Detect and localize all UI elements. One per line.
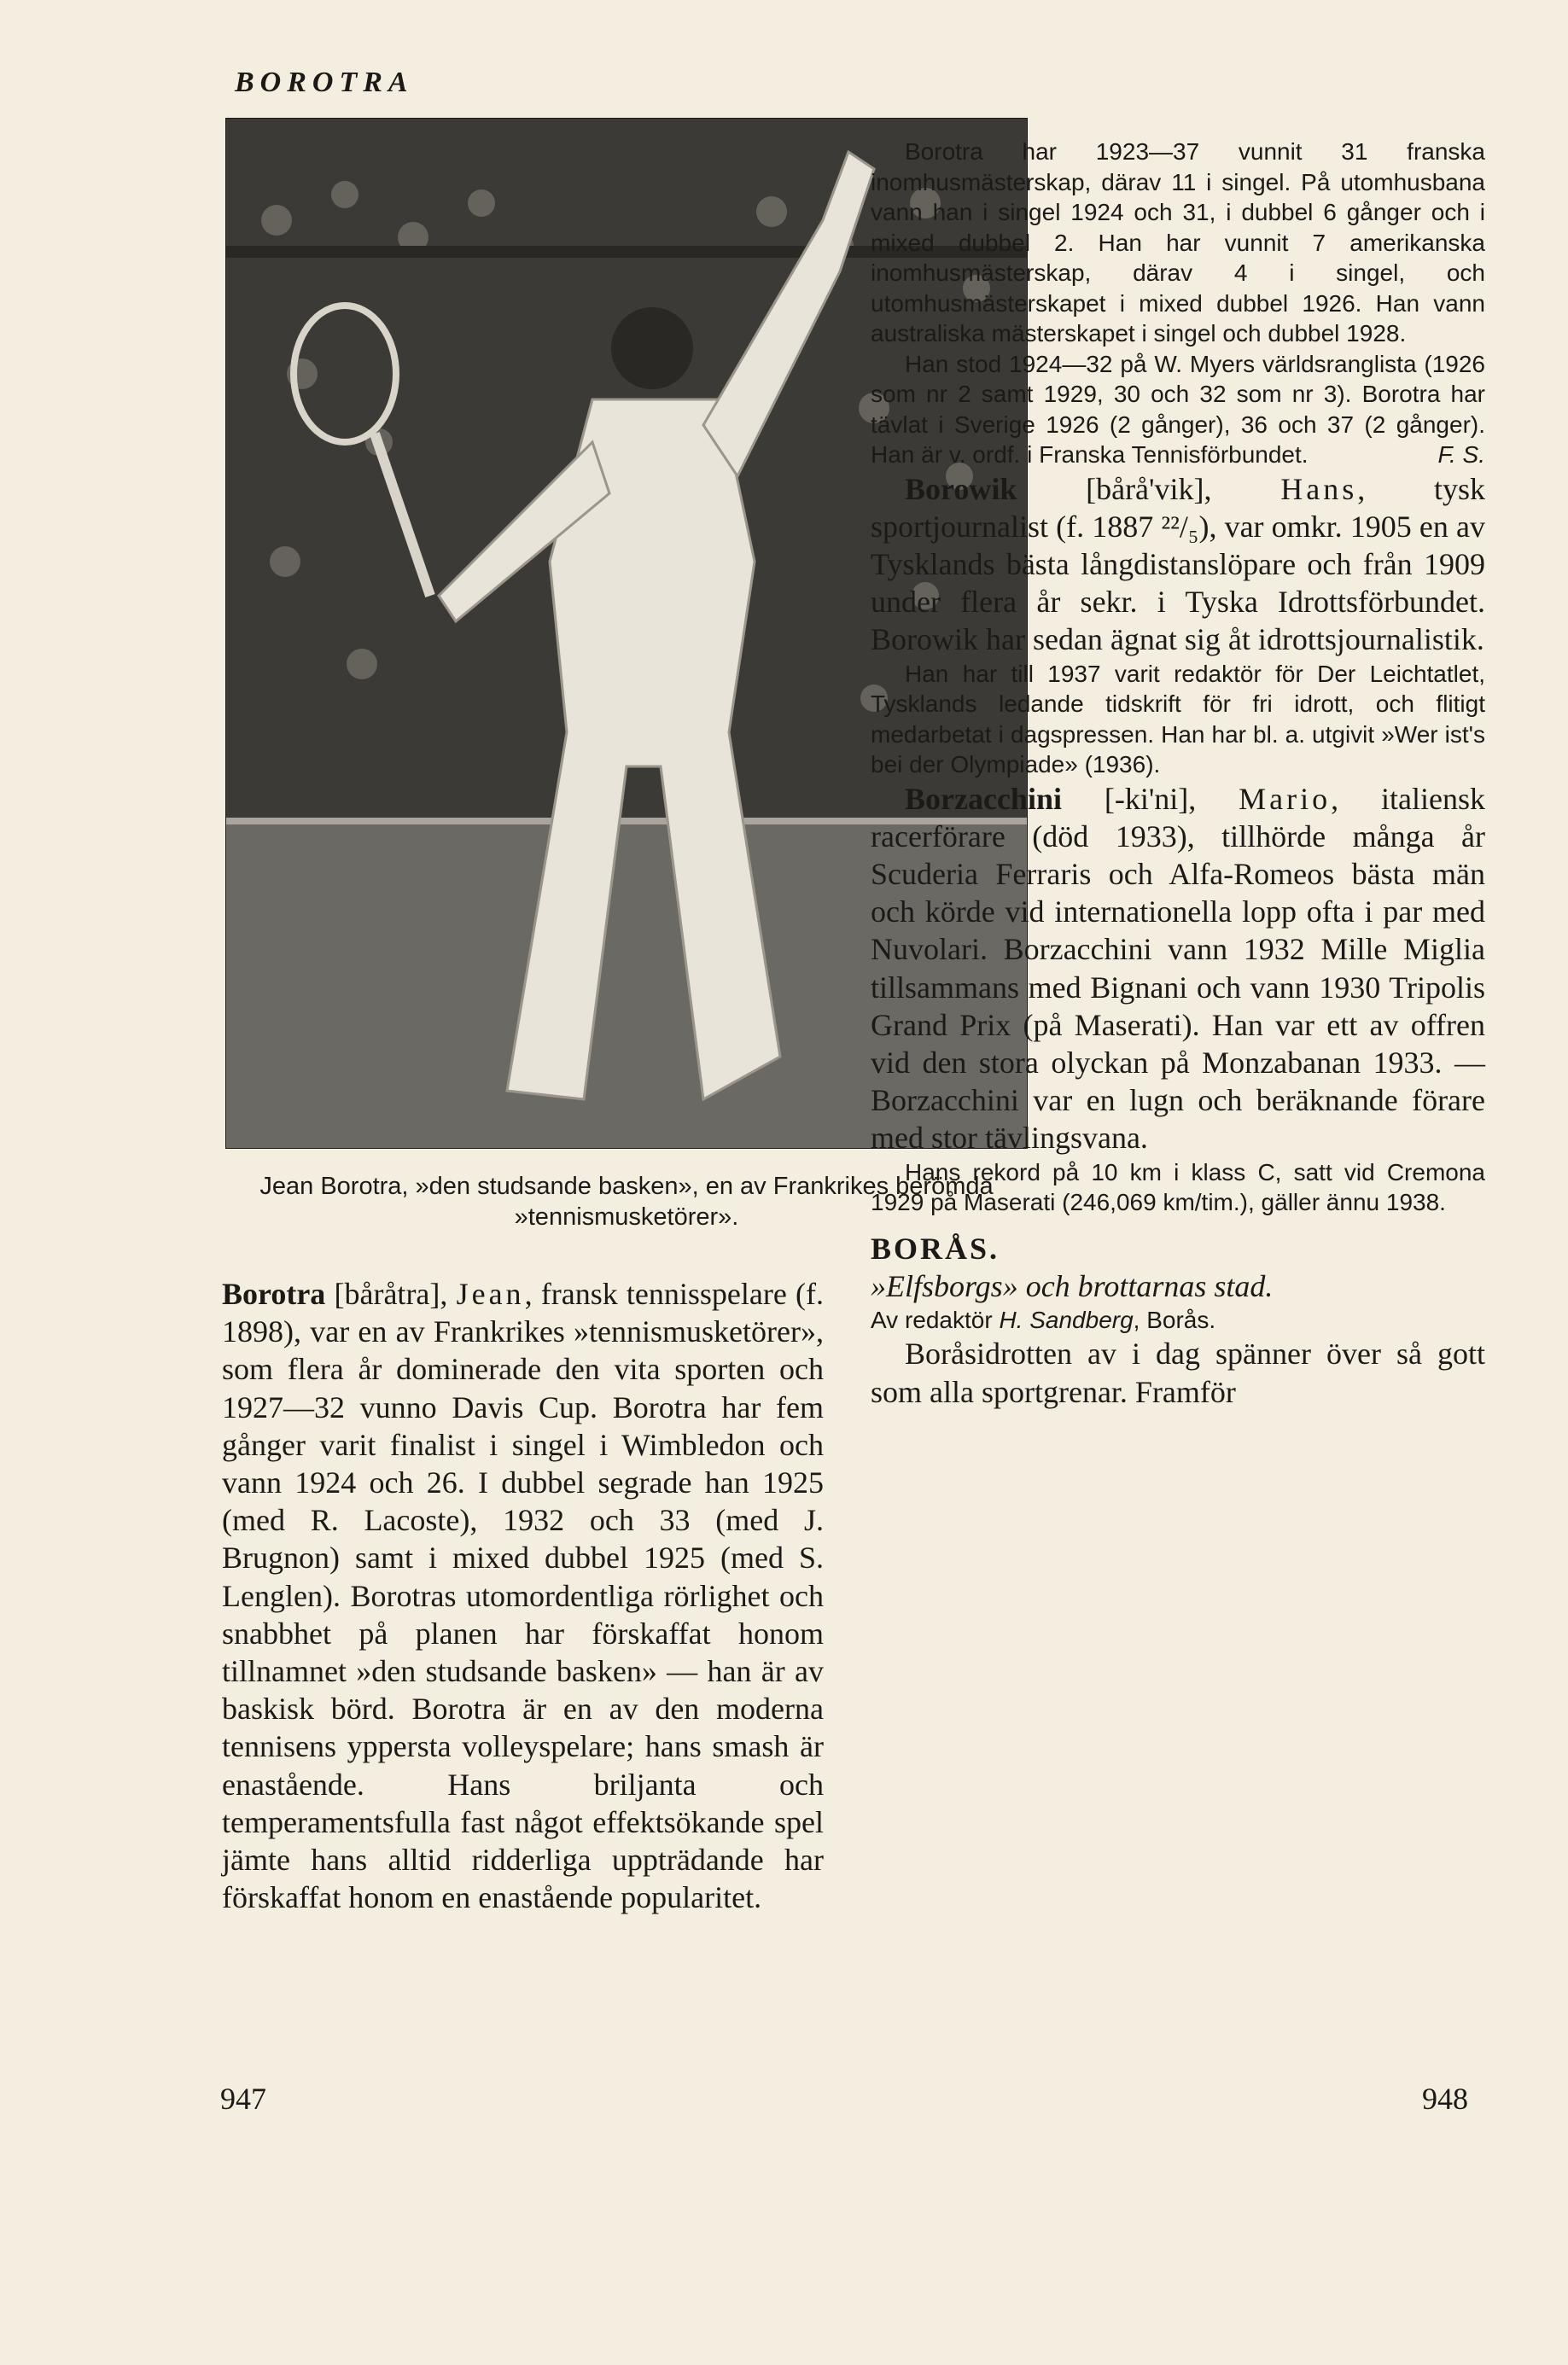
section-title-boras: BORÅS.: [871, 1231, 1000, 1266]
byline-prefix: Av redaktör: [871, 1306, 1000, 1333]
borotra-notes-2: [871, 349, 1485, 470]
byline-author: H. Sandberg: [999, 1306, 1134, 1333]
entry-borotra: [222, 1275, 824, 1916]
section-subtitle-boras: »Elfsborgs» och brottarnas stad.: [871, 1268, 1274, 1303]
entry-text-borotra: , fransk tennisspelare (f. 1898), var en av Frankrikes »tennismusketörer», som flera år dominerade den vita sporten och 1927—32 vunno Davis Cup. Borotra har fem gånger varit finalist i singel i Wimbledon och vann 1924 och 26. I dubbel segrade han 1925 (med R. Lacoste), 1932 och 33 (med J. Brugnon) samt i mixed dubbel 1925 (med S. Lenglen). Borotras utomordentliga rörlighet och snabbhet på planen har förskaffat honom tillnamnet »den studsande basken» — han är av baskisk börd. Borotra är en av den moderna tennisens yppersta volleyspelare; hans smash är enastående. Hans briljanta och temperamentsfulla fast något effektsökande spel jämte hans alltid ridderliga uppträdande har förskaffat honom en enastående popularitet.: [222, 1277, 825, 1915]
page-number-right: 948: [1422, 2082, 1468, 2116]
byline-suffix: , Borås.: [1133, 1306, 1216, 1333]
pronunciation-borotra: [båråtra],: [325, 1277, 457, 1311]
given-name-borzacchini: Mario: [1239, 781, 1332, 816]
borotra-notes-1: Borotra har 1923—37 vunnit 31 franska inomhusmästerskap, därav 11 i singel. På utomhusbana vann han i singel 1924 och 31, i dubbel 6 gånger och i mixed dubbel 2. Han har vunnit 7 amerikanska inomhusmästerskap, därav 4 i singel, och utomhusmästerskapet i mixed dubbel 1926. Han vann australiska mästerskapet i singel och dubbel 1928.: [871, 138, 1485, 347]
author-signature: F. S.: [1437, 441, 1485, 468]
borowik-notes: Han har till 1937 varit redaktör för Der Leichtatlet, Tysklands ledande tidskrift för fri idrott, och flitigt medarbetat i dagspressen. Han har bl. a. utgivit »Wer ist's bei der Olympiade» (1936).: [871, 660, 1485, 778]
headword-borowik: Borowik: [905, 471, 1017, 506]
borotra-notes-2-text: Han stod 1924—32 på W. Myers världsranglista (1926 som nr 2 samt 1929, 30 och 32 som nr 3). Borotra har tävlat i Sverige 1926 (2 gånger), 36 och 37 (2 gånger). Han är v. ordf. i Franska Tennisförbundet.: [871, 350, 1485, 468]
given-name-borotra: Jean: [456, 1277, 525, 1311]
pronunciation-borowik: [bårå'vik],: [1017, 471, 1281, 506]
page-number-left: 947: [220, 2082, 266, 2116]
left-column: [222, 1275, 824, 1916]
entry-text-borowik: , tysk sportjournalist (f. 1887 ²²/₅), var omkr. 1905 en av Tysklands bästa långdistanslöpare och från 1909 under flera år sekr. i Tyska Idrottsförbundet. Borowik har sedan ägnat sig åt idrottsjournalistik.: [871, 471, 1485, 657]
right-column: [871, 137, 1485, 1411]
entry-text-borzacchini: , italiensk racerförare (död 1933), tillhörde många år Scuderia Ferraris och Alfa-Romeos bästa män och körde vid internationella lopp ofta i par med Nuvolari. Borzacchini vann 1932 Mille Miglia tillsammans med Bignani och vann 1930 Tripolis Grand Prix (på Maserati). Han var ett av offren vid den stora olyckan på Monzabanan 1933. — Borzacchini var en lugn och beräknande förare med stor tävlingsvana.: [871, 781, 1485, 1156]
section-text-boras: Boråsidrotten av i dag spänner över så gott som alla sportgrenar. Framför: [871, 1337, 1485, 1409]
borzacchini-notes: Hans rekord på 10 km i klass C, satt vid Cremona 1929 på Maserati (246,069 km/tim.), gäller ännu 1938.: [871, 1158, 1485, 1216]
photo-caption: Jean Borotra, »den studsande basken», en av Frankrikes berömda »tennismusketörer».: [259, 1173, 994, 1231]
given-name-borowik: Hans: [1280, 471, 1358, 506]
headword-borotra: Borotra: [222, 1277, 326, 1311]
headword-borzacchini: Borzacchini: [905, 781, 1062, 816]
entry-borzacchini: [871, 780, 1485, 1157]
pronunciation-borzacchini: [-ki'ni],: [1061, 781, 1239, 816]
entry-borowik: [871, 470, 1485, 659]
running-head: BOROTRA: [235, 67, 414, 98]
section-byline: [871, 1305, 1485, 1336]
